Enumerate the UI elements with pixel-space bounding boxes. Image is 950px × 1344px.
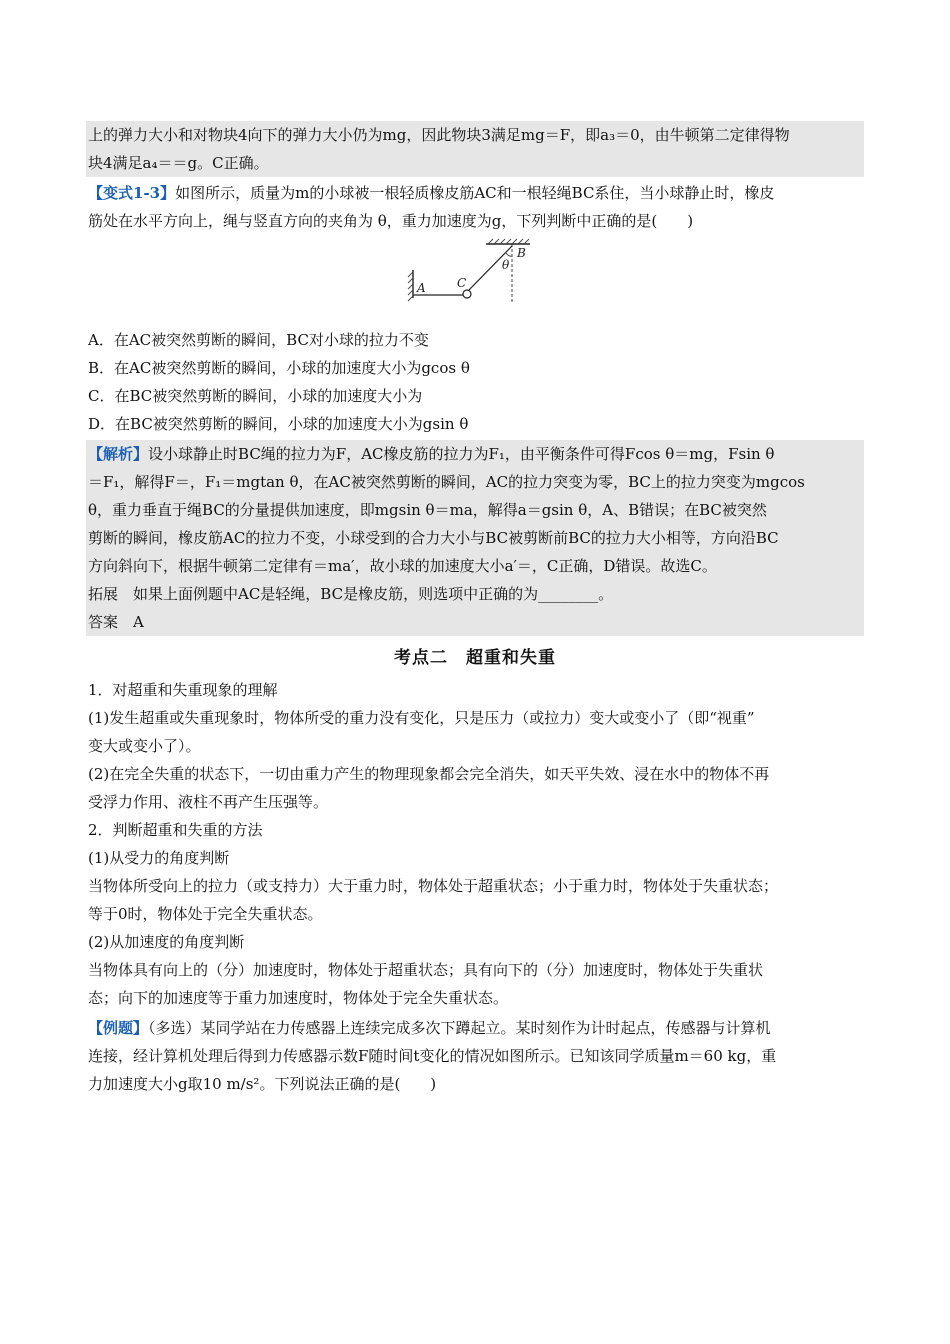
- label-theta: θ: [502, 258, 510, 272]
- text-line: 块4满足a₄＝＝g。C正确。: [88, 154, 269, 172]
- text-line: 变大或变小了）。: [88, 737, 201, 755]
- text-line: 态；向下的加速度等于重力加速度时，物体处于完全失重状态。: [88, 989, 509, 1007]
- answer-line: 答案 A: [88, 613, 144, 631]
- example-line: [88, 1014, 864, 1042]
- text-line: 连接，经计算机处理后得到力传感器示数F随时间t变化的情况如图所示。已知该同学质量m＝60 kg，重: [88, 1047, 777, 1065]
- text-line: 筋处在水平方向上，绳与竖直方向的夹角为 θ，重力加速度为g，下列判断中正确的是( ): [88, 212, 694, 230]
- text-line: 当物体具有向上的（分）加速度时，物体处于超重状态；具有向下的（分）加速度时，物体处于失重状: [88, 961, 764, 979]
- analysis-label: 【解析】: [88, 445, 149, 463]
- text-line: 等于0时，物体处于完全失重状态。: [88, 905, 323, 923]
- variant-question-line: [88, 179, 864, 207]
- text-line: 当物体所受向上的拉力（或支持力）大于重力时，物体处于超重状态；小于重力时，物体处于失重状态；: [88, 877, 779, 895]
- text-line: 1．对超重和失重现象的理解: [88, 681, 278, 699]
- variant-text: 如图所示，质量为m的小球被一根轻质橡皮筋AC和一根轻绳BC系住，当小球静止时，橡皮: [175, 184, 775, 202]
- example-label: 【例题】: [88, 1019, 149, 1037]
- analysis-line: [88, 440, 864, 468]
- text-line: θ，重力垂直于绳BC的分量提供加速度，即mgsin θ＝ma，解得a＝gsin θ，A、B错误；在BC被突然: [88, 501, 767, 519]
- text-line: ＝F₁，解得F＝，F₁＝mgtan θ，在AC被突然剪断的瞬间，AC的拉力突变为零，BC上的拉力突变为mgcos: [88, 473, 805, 491]
- text-line: 方向斜向下，根据牛顿第二定律有＝ma′，故小球的加速度大小a′＝，C正确，D错误。故选C。: [88, 557, 717, 575]
- text-line: 力加速度大小g取10 m/s²。下列说法正确的是( ): [88, 1075, 437, 1093]
- text-line: 剪断的瞬间，橡皮筋AC的拉力不变，小球受到的合力大小与BC被剪断前BC的拉力大小相等，方向沿BC: [88, 529, 779, 547]
- text-line: 受浮力作用、液柱不再产生压强等。: [88, 793, 329, 811]
- text-line: 上的弹力大小和对物块4向下的弹力大小仍为mg，因此物块3满足mg＝F，即a₃＝0，由牛顿第二定律得物: [88, 126, 790, 144]
- label-c: C: [457, 276, 467, 290]
- option-d: D．在BC被突然剪断的瞬间，小球的加速度大小为gsin θ: [88, 415, 469, 433]
- label-a: A: [417, 281, 426, 295]
- section-title: 考点二 超重和失重: [394, 648, 556, 668]
- example-text: （多选）某同学站在力传感器上连续完成多次下蹲起立。某时刻作为计时起点，传感器与计算机: [148, 1019, 771, 1037]
- text-line: (2)从加速度的角度判断: [88, 933, 245, 951]
- label-b: B: [517, 246, 526, 260]
- option-a: A．在AC被突然剪断的瞬间，BC对小球的拉力不变: [88, 331, 429, 349]
- text-line: (1)从受力的角度判断: [88, 849, 230, 867]
- option-b: B．在AC被突然剪断的瞬间，小球的加速度大小为gcos θ: [88, 359, 470, 377]
- extension-line: 拓展 如果上面例题中AC是轻绳，BC是橡皮筋，则选项中正确的为________。: [88, 585, 614, 603]
- text-line: (2)在完全失重的状态下，一切由重力产生的物理现象都会完全消失，如天平失效、浸在水中的物体不再: [88, 765, 770, 783]
- option-c: C．在BC被突然剪断的瞬间，小球的加速度大小为: [88, 387, 423, 405]
- analysis-text: 设小球静止时BC绳的拉力为F，AC橡皮筋的拉力为F₁，由平衡条件可得Fcos θ＝mg，Fsin θ: [148, 445, 775, 463]
- text-line: (1)发生超重或失重现象时，物体所受的重力没有变化，只是压力（或拉力）变大或变小了（即“视重”: [88, 709, 755, 727]
- variant-label: 【变式1-3】: [88, 184, 176, 202]
- text-line: 2．判断超重和失重的方法: [88, 821, 263, 839]
- pendulum-diagram: [400, 238, 530, 302]
